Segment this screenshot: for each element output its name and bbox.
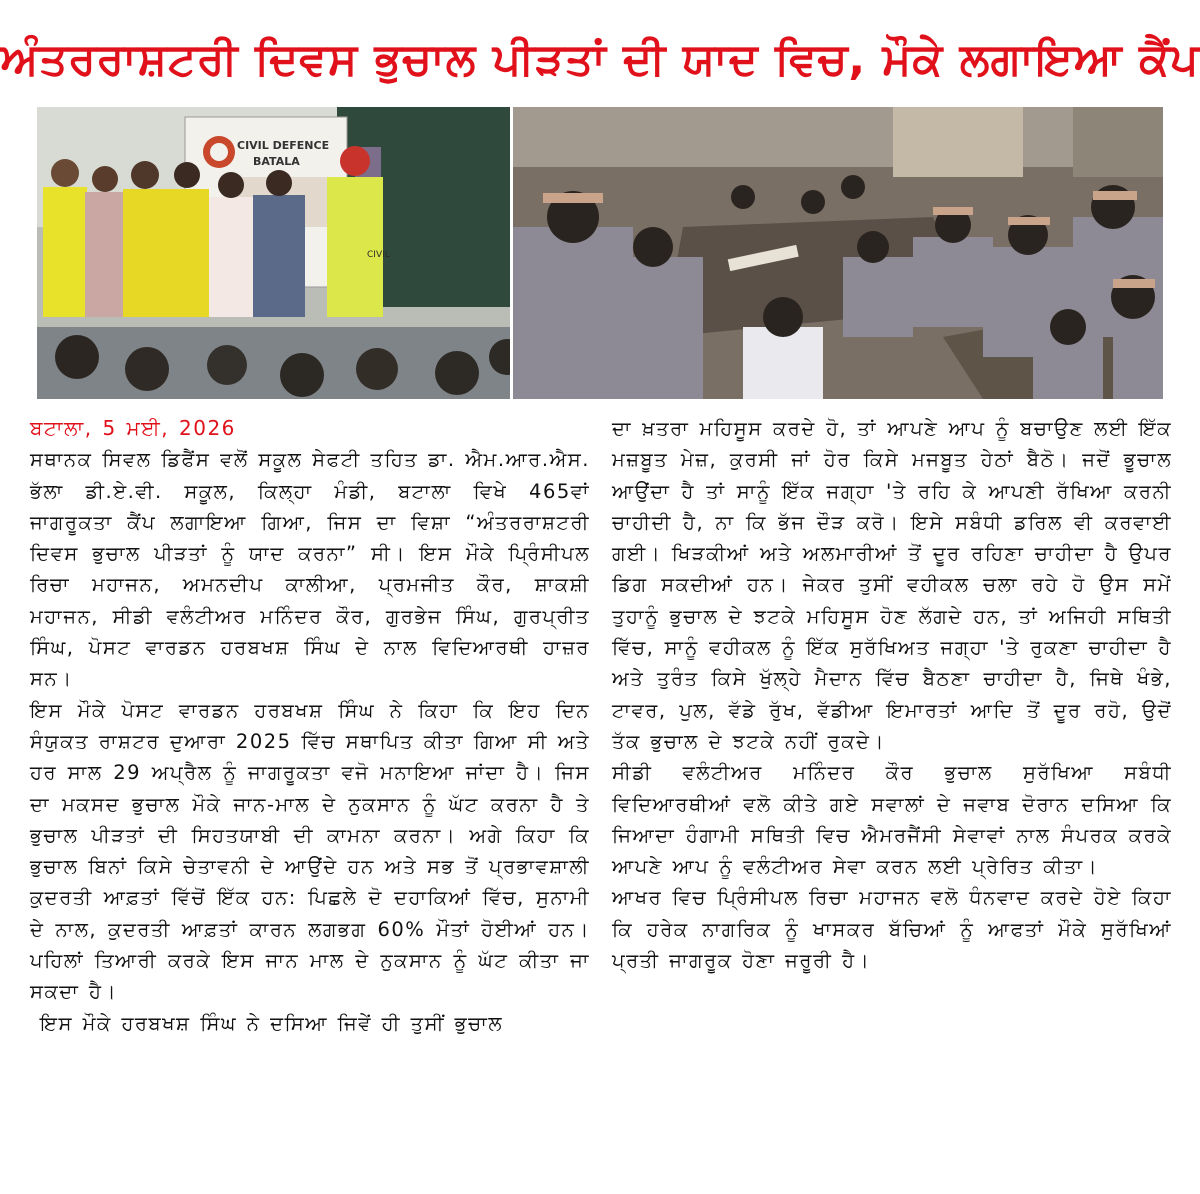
paragraph: ਦਾ ਖ਼ਤਰਾ ਮਹਿਸੂਸ ਕਰਦੇ ਹੋ, ਤਾਂ ਆਪਣੇ ਆਪ ਨੂੰ ਬਚਾਉਣ ਲਈ ਇੱਕ ਮਜ਼ਬੂਤ ਮੇਜ਼, ਕੁਰਸੀ ਜਾਂ ਹੋਰ ਕਿਸੇ ਮਜਬੂਤ ਹੇਠਾਂ ਬੈਠੋ। ਜਦੋਂ ਭੂਚਾਲ ਆਉਂਦਾ ਹੈ ਤਾਂ ਸਾਨੂੰ ਇੱਕ ਜਗ੍ਹਾ 'ਤੇ ਰਹਿ ਕੇ ਆਪਣੀ ਰੱਖਿਆ ਕਰਨੀ ਚਾਹੀਦੀ ਹੈ, ਨਾ ਕਿ ਭੱਜ ਦੌੜ ਕਰੋ। ਇਸੇ ਸਬੰਧੀ ਡਰਿਲ ਵੀ ਕਰਵਾਈ ਗਈ। ਖਿੜਕੀਆਂ ਅਤੇ ਅਲਮਾਰੀਆਂ ਤੋਂ ਦੂਰ ਰਹਿਣਾ ਚਾਹੀਦਾ ਹੈ ਉਪਰ ਡਿਗ ਸਕਦੀਆਂ ਹਨ। ਜੇਕਰ ਤੁਸੀਂ ਵਹੀਕਲ ਚਲਾ ਰਹੇ ਹੋ ਉਸ ਸਮੇਂ ਤੁਹਾਨੂੰ ਭੁਚਾਲ ਦੇ ਝਟਕੇ ਮਹਿਸੂਸ ਹੋਣ ਲੱਗਦੇ ਹਨ, ਤਾਂ ਅਜਿਹੀ ਸਥਿਤੀ ਵਿੱਚ, ਸਾਨੂੰ ਵਹੀਕਲ ਨੂੰ ਇੱਕ ਸੁਰੱਖਿਅਤ ਜਗ੍ਹਾ 'ਤੇ ਰੁਕਣਾ ਚਾਹੀਦਾ ਹੈ ਅਤੇ ਤੁਰੰਤ ਕਿਸੇ ਖੁੱਲ੍ਹੇ ਮੈਦਾਨ ਵਿੱਚ ਬੈਠਣਾ ਚਾਹੀਦਾ ਹੈ, ਜਿਥੇ ਖੰਭੇ, ਟਾਵਰ, ਪੁਲ, ਵੱਡੇ ਰੁੱਖ, ਵੱਡੀਆ ਇਮਾਰਤਾਂ ਆਦਿ ਤੋਂ ਦੂਰ ਰਹੋ, ਉਦੋਂ ਤੱਕ ਭੁਚਾਲ ਦੇ ਝਟਕੇ ਨਹੀਂ ਰੁਕਦੇ। <box>612 417 1172 753</box>
paragraph: ਇਸ ਮੌਕੇ ਹਰਬਖਸ਼ ਸਿੰਘ ਨੇ ਦਸਿਆ ਜਿਵੇਂ ਹੀ ਤੁਸੀਂ ਭੁਚਾਲ <box>40 1011 504 1035</box>
paragraph: ਆਖਰ ਵਿਚ ਪ੍ਰਿੰਸੀਪਲ ਰਿਚਾ ਮਹਾਜਨ ਵਲੋ ਧੰਨਵਾਦ ਕਰਦੇ ਹੋਏ ਕਿਹਾ ਕਿ ਹਰੇਕ ਨਾਗਰਿਕ ਨੂੰ ਖਾਸਕਰ ਬੱਚਿਆਂ ਨੂੰ ਆਫਤਾਂ ਮੌਕੇ ਸੁਰੱਖਿਆਂ ਪ੍ਰਤੀ ਜਾਗਰੂਕ ਹੋਣਾ ਜਰੂਰੀ ਹੈ। <box>612 886 1172 973</box>
photo-classroom-drill <box>513 107 1163 399</box>
photo-civil-defence-team <box>37 107 510 399</box>
vest-text: CIVIL <box>367 250 390 260</box>
paragraph: ਸਥਾਨਕ ਸਿਵਲ ਡਿਫੈਂਸ ਵਲੋਂ ਸਕੂਲ ਸੇਫਟੀ ਤਹਿਤ ਡਾ. ਐਮ.ਆਰ.ਐਸ. ਭੱਲਾ ਡੀ.ਏ.ਵੀ. ਸਕੂਲ, ਕਿਲ੍ਹਾ ਮੰਡੀ, ਬਟਾਲਾ ਵਿਖੇ 465ਵਾਂ ਜਾਗਰੂਕਤਾ ਕੈਂਪ ਲਗਾਇਆ ਗਿਆ, ਜਿਸ ਦਾ ਵਿਸ਼ਾ “ਅੰਤਰਰਾਸ਼ਟਰੀ ਦਿਵਸ ਭੁਚਾਲ ਪੀੜਤਾਂ ਨੂੰ ਯਾਦ ਕਰਨਾ” ਸੀ। ਇਸ ਮੌਕੇ ਪ੍ਰਿੰਸੀਪਲ ਰਿਚਾ ਮਹਾਜਨ, ਅਮਨਦੀਪ ਕਾਲੀਆ, ਪ੍ਰਮਜੀਤ ਕੌਰ, ਸ਼ਾਕਸ਼ੀ ਮਹਾਜਨ, ਸੀਡੀ ਵਲੰਟੀਅਰ ਮਨਿੰਦਰ ਕੌਰ, ਗੁਰਭੇਜ ਸਿੰਘ, ਗੁਰਪ੍ਰੀਤ ਸਿੰਘ, ਪੋਸਟ ਵਾਰਡਨ ਹਰਬਖਸ਼ ਸਿੰਘ ਦੇ ਨਾਲ ਵਿਦਿਆਰਥੀ ਹਾਜ਼ਰ ਸਨ। <box>30 448 590 691</box>
article-left-column <box>30 413 590 1039</box>
headline: ਅੰਤਰਰਾਸ਼ਟਰੀ ਦਿਵਸ ਭੁਚਾਲ ਪੀੜਤਾਂ ਦੀ ਯਾਦ ਵਿਚ, ਮੌਕੇ ਲਗਾਇਆ ਕੈਂਪ <box>0 34 1200 85</box>
paragraph: ਇਸ ਮੌਕੇ ਪੋਸਟ ਵਾਰਡਨ ਹਰਬਖਸ਼ ਸਿੰਘ ਨੇ ਕਿਹਾ ਕਿ ਇਹ ਦਿਨ ਸੰਯੁਕਤ ਰਾਸ਼ਟਰ ਦੁਆਰਾ 2025 ਵਿੱਚ ਸਥਾਪਿਤ ਕੀਤਾ ਗਿਆ ਸੀ ਅਤੇ ਹਰ ਸਾਲ 29 ਅਪ੍ਰੈਲ ਨੂੰ ਜਾਗਰੂਕਤਾ ਵਜੋ ਮਨਾਇਆ ਜਾਂਦਾ ਹੈ। ਜਿਸ ਦਾ ਮਕਸਦ ਭੁਚਾਲ ਮੌਕੇ ਜਾਨ-ਮਾਲ ਦੇ ਨੁਕਸਾਨ ਨੂੰ ਘੱਟ ਕਰਨਾ ਹੈ ਤੇ ਭੁਚਾਲ ਪੀੜਤਾਂ ਦੀ ਸਿਹਤਯਾਬੀ ਦੀ ਕਾਮਨਾ ਕਰਨਾ। ਅਗੇ ਕਿਹਾ ਕਿ ਭੁਚਾਲ ਬਿਨਾਂ ਕਿਸੇ ਚੇਤਾਵਨੀ ਦੇ ਆਉਂਦੇ ਹਨ ਅਤੇ ਸਭ ਤੋਂ ਪ੍ਰਭਾਵਸ਼ਾਲੀ ਕੁਦਰਤੀ ਆਫ਼ਤਾਂ ਵਿੱਚੋਂ ਇੱਕ ਹਨ: ਪਿਛਲੇ ਦੋ ਦਹਾਕਿਆਂ ਵਿੱਚ, ਸੁਨਾਮੀ ਦੇ ਨਾਲ, ਕੁਦਰਤੀ ਆਫ਼ਤਾਂ ਕਾਰਨ ਲਗਭਗ 60% ਮੌਤਾਂ ਹੋਈਆਂ ਹਨ। ਪਹਿਲਾਂ ਤਿਆਰੀ ਕਰਕੇ ਇਸ ਜਾਨ ਮਾਲ ਦੇ ਨੁਕਸਾਨ ਨੂੰ ਘੱਟ ਕੀਤਾ ਜਾ ਸਕਦਾ ਹੈ। <box>30 698 590 1004</box>
banner-text-line2: BATALA <box>253 155 300 168</box>
dateline: ਬਟਾਲਾ, 5 ਮਈ, 2026 <box>30 416 236 440</box>
article-right-column <box>612 413 1172 976</box>
banner-text-line1: CIVIL DEFENCE <box>237 139 330 152</box>
paragraph: ਸੀਡੀ ਵਲੰਟੀਅਰ ਮਨਿੰਦਰ ਕੌਰ ਭੁਚਾਲ ਸੁਰੱਖਿਆ ਸਬੰਧੀ ਵਿਦਿਆਰਥੀਆਂ ਵਲੋ ਕੀਤੇ ਗਏ ਸਵਾਲਾਂ ਦੇ ਜਵਾਬ ਦੋਰਾਨ ਦਸਿਆ ਕਿ ਜਿਆਦਾ ਹੰਗਾਮੀ ਸਥਿਤੀ ਵਿਚ ਐਮਰਜੈਂਸੀ ਸੇਵਾਵਾਂ ਨਾਲ ਸੰਪਰਕ ਕਰਕੇ ਆਪਣੇ ਆਪ ਨੂੰ ਵਲੰਟੀਅਰ ਸੇਵਾ ਕਰਨ ਲਈ ਪ੍ਰੇਰਿਤ ਕੀਤਾ। <box>612 761 1172 879</box>
